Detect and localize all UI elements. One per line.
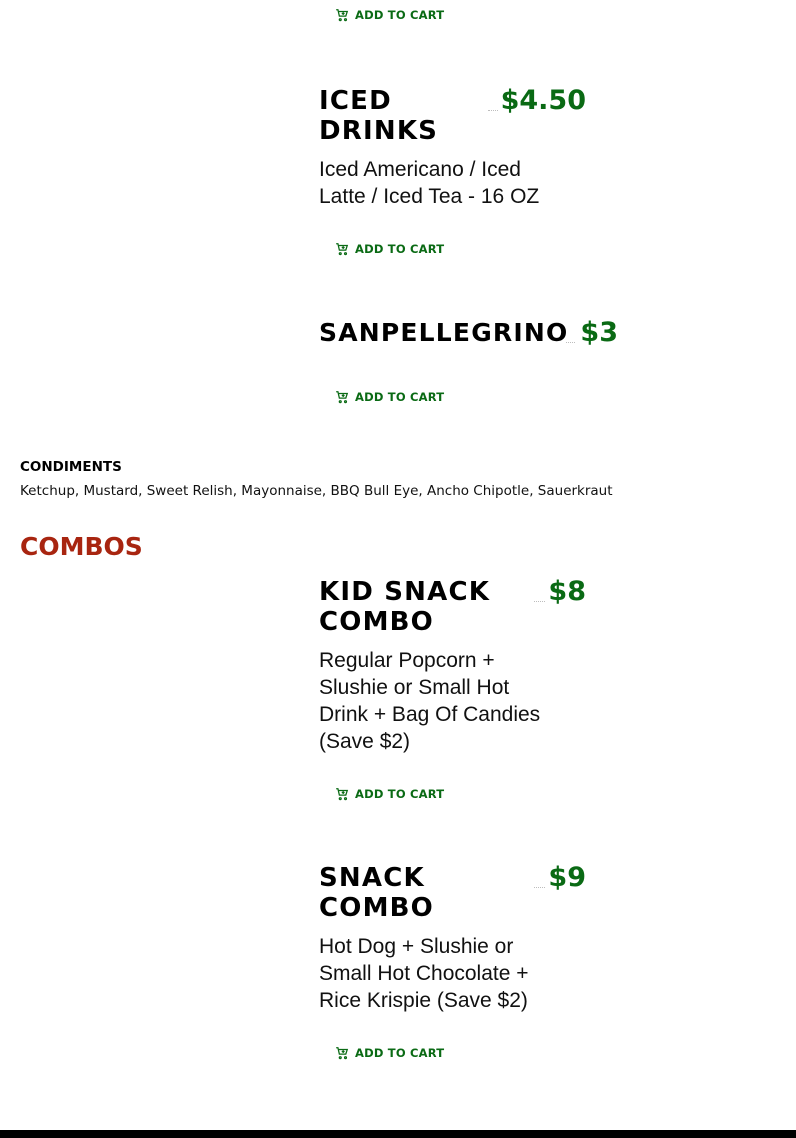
add-to-cart-label: ADD TO CART <box>355 1046 445 1060</box>
description-line: Rice Krispie (Save $2) <box>319 989 528 1012</box>
add-to-cart-label: ADD TO CART <box>355 242 445 256</box>
add-to-cart-button[interactable] <box>335 390 444 404</box>
item-name <box>319 863 434 923</box>
item-name-line: DRINKS <box>319 116 439 146</box>
price-leader <box>488 110 498 111</box>
add-to-cart-label: ADD TO CART <box>355 787 445 801</box>
item-price: $4.50 <box>500 85 586 116</box>
add-to-cart-label: ADD TO CART <box>355 8 445 22</box>
item-description <box>319 933 529 1014</box>
item-price: $8 <box>548 576 586 607</box>
description-line: Regular Popcorn + <box>319 649 495 672</box>
item-name-line: KID SNACK <box>319 577 491 607</box>
price-leader <box>534 601 545 602</box>
item-price: $3 <box>580 317 618 348</box>
price-leader <box>566 342 575 343</box>
add-to-cart-label: ADD TO CART <box>355 390 445 404</box>
cart-icon <box>335 390 349 404</box>
description-line: Small Hot Chocolate + <box>319 962 529 985</box>
item-name: SANPELLEGRINO <box>319 318 569 347</box>
add-to-cart-button[interactable] <box>335 242 444 256</box>
cart-icon <box>335 8 349 22</box>
description-line: Hot Dog + Slushie or <box>319 935 514 958</box>
item-price: $9 <box>548 862 586 893</box>
description-line: Drink + Bag Of Candies <box>319 703 541 726</box>
item-name-line: COMBO <box>319 607 434 637</box>
description-line: (Save $2) <box>319 730 411 753</box>
description-line: Latte / Iced Tea - 16 OZ <box>319 185 540 208</box>
cart-icon <box>335 787 349 801</box>
item-description <box>319 156 539 210</box>
cart-icon <box>335 242 349 256</box>
description-line: Iced Americano / Iced <box>319 158 521 181</box>
cart-icon <box>335 1046 349 1060</box>
add-to-cart-button[interactable] <box>335 787 444 801</box>
item-description <box>319 647 540 755</box>
add-to-cart-button[interactable] <box>335 1046 444 1060</box>
price-leader <box>534 887 545 888</box>
item-name-line: ICED <box>319 86 392 116</box>
footer-bar <box>0 1130 796 1138</box>
section-title-combos: COMBOS <box>20 532 143 561</box>
item-name <box>319 86 438 146</box>
item-name <box>319 577 490 637</box>
condiments-list: Ketchup, Mustard, Sweet Relish, Mayonnaise, BBQ Bull Eye, Ancho Chipotle, Sauerkraut <box>20 483 613 499</box>
condiments-title: CONDIMENTS <box>20 459 122 475</box>
description-line: Slushie or Small Hot <box>319 676 510 699</box>
add-to-cart-button[interactable] <box>335 8 444 22</box>
item-name-line: SNACK <box>319 863 425 893</box>
item-name-line: COMBO <box>319 893 434 923</box>
